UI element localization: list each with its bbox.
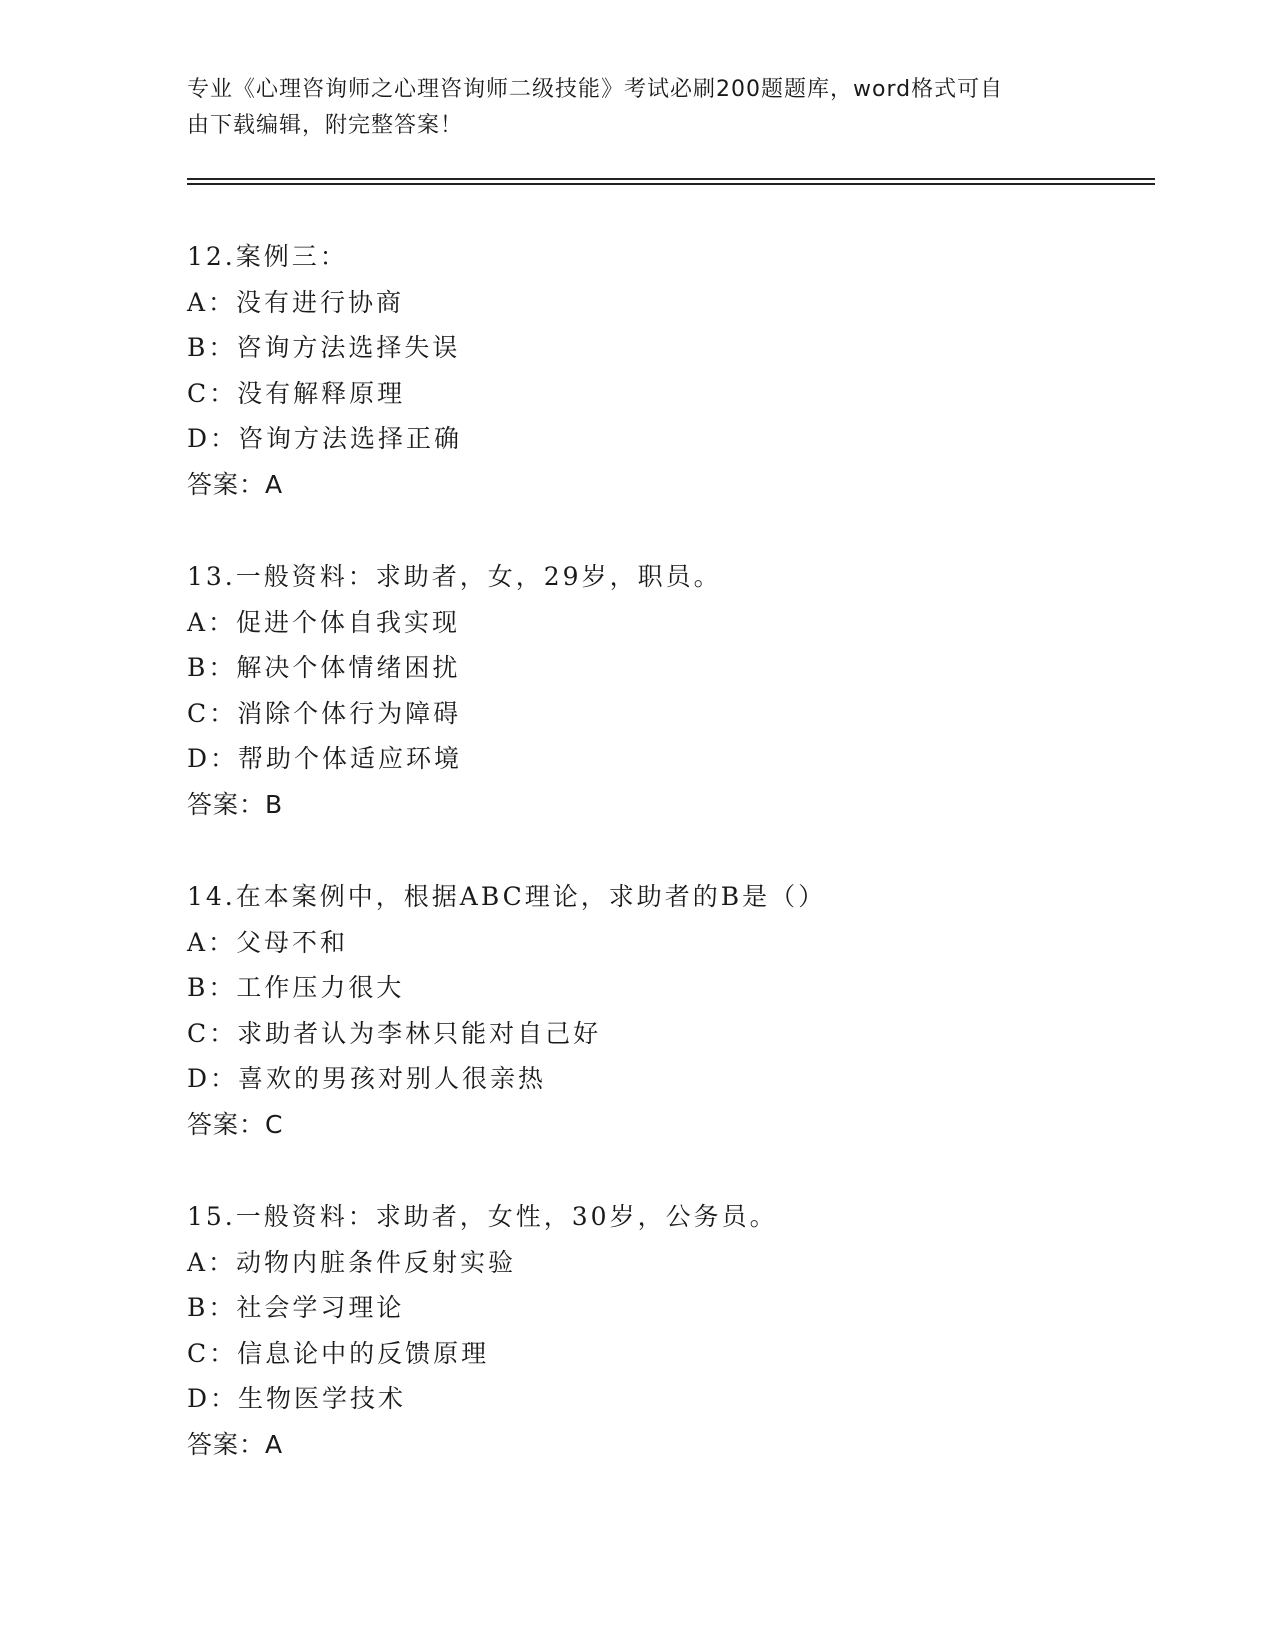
header-line-2: 由下载编辑，附完整答案！	[187, 113, 464, 138]
option-d: D：帮助个体适应环境	[187, 744, 463, 773]
option-c: C：求助者认为李林只能对自己好	[187, 1018, 602, 1048]
option-d: D：喜欢的男孩对别人很亲热	[187, 1064, 547, 1093]
option-a: A：没有进行协商	[187, 287, 405, 317]
question-stem: 15.一般资料：求助者，女性，30岁，公务员。	[187, 1202, 778, 1231]
answer-line: 答案：B	[187, 789, 284, 819]
option-c: C：消除个体行为障碍	[187, 698, 462, 728]
question-stem: 14.在本案例中，根据ABC理论，求助者的B是（）	[187, 882, 827, 911]
option-a: A：促进个体自我实现	[187, 607, 461, 637]
answer-line: 答案：A	[187, 1429, 284, 1459]
question-stem: 12.案例三：	[187, 242, 348, 271]
option-a: A：父母不和	[187, 927, 349, 957]
question-15	[187, 1194, 1155, 1514]
option-b: B：咨询方法选择失误	[187, 333, 461, 362]
option-b: B：工作压力很大	[187, 973, 405, 1002]
question-14	[187, 874, 1155, 1194]
document-header	[187, 72, 1067, 144]
option-d: D：生物医学技术	[187, 1384, 407, 1413]
answer-line: 答案：C	[187, 1109, 284, 1139]
header-line-1: 专业《心理咨询师之心理咨询师二级技能》考试必刷200题题库，word格式可自	[187, 77, 1004, 102]
answer-line: 答案：A	[187, 469, 284, 499]
question-list	[187, 234, 1155, 1514]
option-b: B：社会学习理论	[187, 1293, 405, 1322]
option-c: C：没有解释原理	[187, 378, 406, 408]
option-d: D：咨询方法选择正确	[187, 424, 463, 453]
option-c: C：信息论中的反馈原理	[187, 1338, 490, 1368]
option-a: A：动物内脏条件反射实验	[187, 1247, 517, 1277]
header-divider-bottom	[187, 183, 1155, 185]
question-13	[187, 554, 1155, 874]
question-stem: 13.一般资料：求助者，女，29岁，职员。	[187, 562, 722, 591]
question-12	[187, 234, 1155, 554]
header-divider-top	[187, 178, 1155, 180]
option-b: B：解决个体情绪困扰	[187, 653, 461, 682]
